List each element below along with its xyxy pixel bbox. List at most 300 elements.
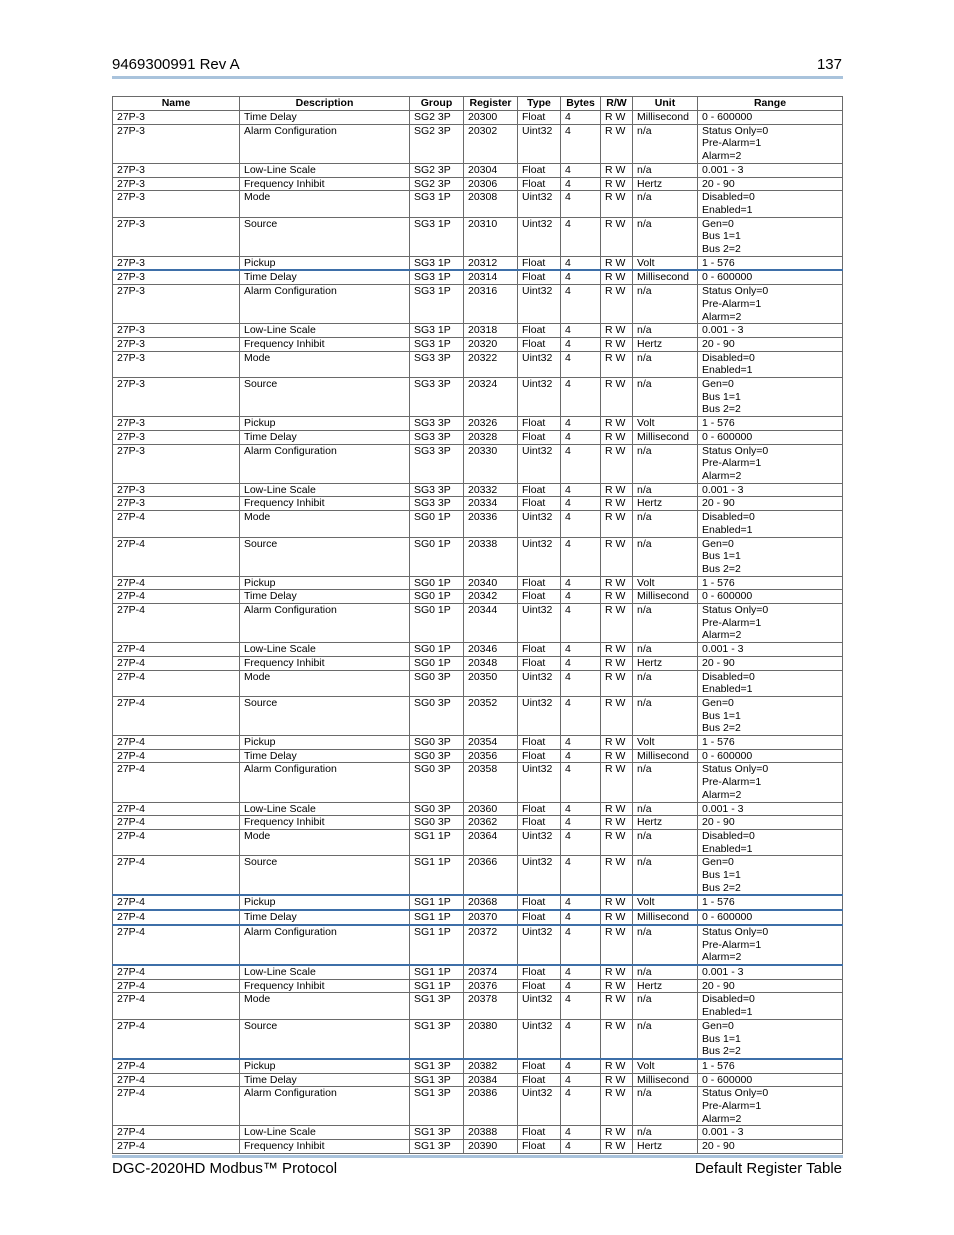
cell-group: SG0 1P — [410, 656, 464, 670]
cell-name: 27P-4 — [113, 965, 240, 979]
cell-bytes: 4 — [561, 802, 601, 816]
cell-group: SG3 3P — [410, 351, 464, 377]
cell-type: Float — [518, 417, 561, 431]
cell-unit: n/a — [633, 163, 698, 177]
range-line: Alarm=2 — [702, 469, 742, 482]
cell-unit: Volt — [633, 256, 698, 270]
cell-description: Pickup — [240, 1059, 410, 1073]
column-header-bytes: Bytes — [561, 97, 601, 111]
table-row — [113, 1059, 843, 1073]
range-line: Bus 1=1 — [702, 1032, 741, 1045]
cell-rw: R W — [601, 191, 633, 217]
cell-name: 27P-3 — [113, 444, 240, 483]
cell-range — [698, 979, 843, 993]
cell-rw: R W — [601, 965, 633, 979]
cell-rw: R W — [601, 643, 633, 657]
cell-type: Uint32 — [518, 1019, 561, 1059]
cell-unit: n/a — [633, 670, 698, 696]
range-line: Pre-Alarm=1 — [702, 1100, 762, 1113]
table-row — [113, 444, 843, 483]
cell-rw: R W — [601, 670, 633, 696]
cell-rw: R W — [601, 430, 633, 444]
cell-unit: Volt — [633, 1059, 698, 1073]
cell-description: Time Delay — [240, 910, 410, 925]
cell-name: 27P-4 — [113, 590, 240, 604]
cell-name: 27P-4 — [113, 696, 240, 735]
cell-register: 20320 — [464, 337, 518, 351]
range-line: Disabled=0 — [702, 191, 755, 204]
cell-rw: R W — [601, 497, 633, 511]
cell-unit: n/a — [633, 643, 698, 657]
cell-register: 20332 — [464, 483, 518, 497]
table-row — [113, 856, 843, 896]
cell-unit: n/a — [633, 696, 698, 735]
cell-bytes: 4 — [561, 177, 601, 191]
cell-description: Pickup — [240, 895, 410, 910]
table-row — [113, 829, 843, 855]
range-line: Status Only=0 — [702, 444, 769, 457]
cell-register: 20366 — [464, 856, 518, 896]
range-line: Pre-Alarm=1 — [702, 616, 762, 629]
cell-register: 20300 — [464, 111, 518, 125]
cell-description: Low-Line Scale — [240, 1126, 410, 1140]
cell-description: Mode — [240, 993, 410, 1019]
cell-description: Time Delay — [240, 590, 410, 604]
cell-register: 20336 — [464, 511, 518, 537]
range-line: Gen=0 — [702, 378, 734, 391]
cell-range — [698, 124, 843, 163]
cell-range — [698, 163, 843, 177]
cell-bytes: 4 — [561, 511, 601, 537]
cell-range — [698, 816, 843, 830]
cell-description: Alarm Configuration — [240, 1087, 410, 1126]
cell-name: 27P-3 — [113, 163, 240, 177]
footer-rule — [112, 1155, 843, 1158]
range-line: Bus 1=1 — [702, 869, 741, 882]
cell-bytes: 4 — [561, 590, 601, 604]
cell-description: Mode — [240, 511, 410, 537]
cell-register: 20350 — [464, 670, 518, 696]
cell-name: 27P-4 — [113, 511, 240, 537]
cell-type: Float — [518, 979, 561, 993]
cell-group: SG2 3P — [410, 111, 464, 125]
section-title: Default Register Table — [694, 1160, 842, 1177]
cell-name: 27P-4 — [113, 670, 240, 696]
cell-bytes: 4 — [561, 829, 601, 855]
cell-range — [698, 483, 843, 497]
cell-register: 20308 — [464, 191, 518, 217]
cell-range — [698, 511, 843, 537]
cell-register: 20352 — [464, 696, 518, 735]
cell-rw: R W — [601, 324, 633, 338]
range-line: Disabled=0 — [702, 670, 755, 683]
cell-type: Float — [518, 1126, 561, 1140]
cell-register: 20322 — [464, 351, 518, 377]
cell-bytes: 4 — [561, 324, 601, 338]
cell-name: 27P-3 — [113, 378, 240, 417]
range-line: Alarm=2 — [702, 150, 742, 163]
page-number: 137 — [816, 56, 842, 73]
cell-unit: Millisecond — [633, 430, 698, 444]
cell-group: SG0 1P — [410, 576, 464, 590]
cell-name: 27P-3 — [113, 324, 240, 338]
cell-register: 20314 — [464, 270, 518, 284]
range-line: 20 - 90 — [702, 656, 735, 669]
cell-rw: R W — [601, 444, 633, 483]
table-row — [113, 670, 843, 696]
cell-register: 20342 — [464, 590, 518, 604]
range-line: Gen=0 — [702, 537, 734, 550]
cell-name: 27P-3 — [113, 111, 240, 125]
cell-rw: R W — [601, 1019, 633, 1059]
cell-rw: R W — [601, 736, 633, 750]
cell-bytes: 4 — [561, 417, 601, 431]
cell-range — [698, 444, 843, 483]
cell-bytes: 4 — [561, 217, 601, 256]
range-line: Bus 2=2 — [702, 403, 741, 416]
cell-bytes: 4 — [561, 979, 601, 993]
cell-range — [698, 749, 843, 763]
cell-range — [698, 965, 843, 979]
cell-range — [698, 993, 843, 1019]
range-line: Status Only=0 — [702, 1087, 769, 1100]
cell-name: 27P-3 — [113, 191, 240, 217]
range-line: 20 - 90 — [702, 497, 735, 510]
range-line: Pre-Alarm=1 — [702, 297, 762, 310]
cell-description: Frequency Inhibit — [240, 497, 410, 511]
cell-description: Low-Line Scale — [240, 802, 410, 816]
cell-range — [698, 1059, 843, 1073]
range-line: Bus 2=2 — [702, 881, 741, 894]
cell-description: Mode — [240, 829, 410, 855]
range-line: Bus 1=1 — [702, 390, 741, 403]
range-line: Pre-Alarm=1 — [702, 776, 762, 789]
cell-rw: R W — [601, 417, 633, 431]
cell-name: 27P-4 — [113, 979, 240, 993]
cell-range — [698, 430, 843, 444]
cell-type: Uint32 — [518, 444, 561, 483]
cell-register: 20302 — [464, 124, 518, 163]
cell-type: Float — [518, 1073, 561, 1087]
cell-unit: n/a — [633, 378, 698, 417]
cell-unit: n/a — [633, 802, 698, 816]
cell-bytes: 4 — [561, 191, 601, 217]
cell-description: Source — [240, 378, 410, 417]
cell-unit: n/a — [633, 217, 698, 256]
cell-bytes: 4 — [561, 910, 601, 925]
cell-unit: Hertz — [633, 497, 698, 511]
range-line: 0.001 - 3 — [702, 966, 744, 978]
cell-bytes: 4 — [561, 1059, 601, 1073]
table-row — [113, 1019, 843, 1059]
cell-rw: R W — [601, 378, 633, 417]
cell-unit: n/a — [633, 604, 698, 643]
cell-group: SG3 3P — [410, 497, 464, 511]
cell-group: SG1 1P — [410, 895, 464, 910]
range-line: 20 - 90 — [702, 177, 735, 190]
cell-description: Time Delay — [240, 749, 410, 763]
cell-register: 20330 — [464, 444, 518, 483]
range-line: Bus 1=1 — [702, 230, 741, 243]
range-line: 20 - 90 — [702, 979, 735, 992]
table-row — [113, 696, 843, 735]
cell-unit: Hertz — [633, 656, 698, 670]
range-line: Bus 1=1 — [702, 550, 741, 563]
table-row — [113, 965, 843, 979]
table-row — [113, 656, 843, 670]
cell-bytes: 4 — [561, 444, 601, 483]
cell-range — [698, 604, 843, 643]
cell-bytes: 4 — [561, 643, 601, 657]
cell-unit: n/a — [633, 1019, 698, 1059]
table-row — [113, 1126, 843, 1140]
cell-rw: R W — [601, 1126, 633, 1140]
cell-description: Mode — [240, 670, 410, 696]
cell-group: SG3 1P — [410, 270, 464, 284]
table-row — [113, 537, 843, 576]
cell-register: 20382 — [464, 1059, 518, 1073]
cell-group: SG1 3P — [410, 1019, 464, 1059]
cell-range — [698, 1087, 843, 1126]
cell-bytes: 4 — [561, 1126, 601, 1140]
cell-name: 27P-3 — [113, 270, 240, 284]
cell-description: Pickup — [240, 256, 410, 270]
range-line: Status Only=0 — [702, 285, 769, 298]
cell-bytes: 4 — [561, 604, 601, 643]
cell-rw: R W — [601, 604, 633, 643]
cell-unit: Hertz — [633, 1140, 698, 1154]
cell-bytes: 4 — [561, 1019, 601, 1059]
cell-range — [698, 643, 843, 657]
cell-rw: R W — [601, 1059, 633, 1073]
column-header-group: Group — [410, 97, 464, 111]
cell-bytes: 4 — [561, 351, 601, 377]
cell-type: Uint32 — [518, 351, 561, 377]
cell-type: Uint32 — [518, 1087, 561, 1126]
cell-name: 27P-4 — [113, 1087, 240, 1126]
document-number: 9469300991 Rev A — [112, 56, 240, 73]
range-line: Gen=0 — [702, 217, 734, 230]
cell-group: SG0 1P — [410, 537, 464, 576]
cell-type: Uint32 — [518, 191, 561, 217]
cell-name: 27P-4 — [113, 1059, 240, 1073]
cell-unit: n/a — [633, 829, 698, 855]
cell-rw: R W — [601, 925, 633, 965]
cell-bytes: 4 — [561, 736, 601, 750]
cell-type: Float — [518, 497, 561, 511]
range-line: 0.001 - 3 — [702, 483, 744, 496]
cell-rw: R W — [601, 763, 633, 802]
cell-range — [698, 324, 843, 338]
cell-range — [698, 576, 843, 590]
cell-register: 20340 — [464, 576, 518, 590]
cell-rw: R W — [601, 1140, 633, 1154]
cell-group: SG0 3P — [410, 670, 464, 696]
cell-type: Float — [518, 324, 561, 338]
cell-type: Uint32 — [518, 285, 561, 324]
range-line: Enabled=1 — [702, 523, 753, 536]
cell-register: 20378 — [464, 993, 518, 1019]
cell-group: SG1 3P — [410, 1126, 464, 1140]
cell-range — [698, 378, 843, 417]
table-row — [113, 270, 843, 284]
cell-name: 27P-3 — [113, 217, 240, 256]
range-line: Enabled=1 — [702, 1006, 753, 1019]
cell-group: SG0 3P — [410, 763, 464, 802]
cell-type: Uint32 — [518, 511, 561, 537]
range-line: 20 - 90 — [702, 1140, 735, 1153]
range-line: 0 - 600000 — [702, 749, 753, 762]
cell-rw: R W — [601, 895, 633, 910]
table-row — [113, 256, 843, 270]
table-row — [113, 895, 843, 910]
range-line: Alarm=2 — [702, 1112, 742, 1125]
cell-description: Low-Line Scale — [240, 643, 410, 657]
cell-register: 20362 — [464, 816, 518, 830]
cell-bytes: 4 — [561, 378, 601, 417]
cell-range — [698, 497, 843, 511]
cell-unit: n/a — [633, 1087, 698, 1126]
cell-bytes: 4 — [561, 696, 601, 735]
cell-name: 27P-4 — [113, 1140, 240, 1154]
cell-type: Uint32 — [518, 696, 561, 735]
table-row — [113, 590, 843, 604]
cell-type: Float — [518, 749, 561, 763]
cell-bytes: 4 — [561, 430, 601, 444]
range-line: Enabled=1 — [702, 842, 753, 855]
column-header-unit: Unit — [633, 97, 698, 111]
cell-range — [698, 590, 843, 604]
cell-bytes: 4 — [561, 537, 601, 576]
header-rule — [112, 76, 843, 79]
range-line: 1 - 576 — [702, 576, 735, 589]
table-row — [113, 497, 843, 511]
cell-bytes: 4 — [561, 895, 601, 910]
cell-group: SG0 3P — [410, 736, 464, 750]
cell-unit: n/a — [633, 483, 698, 497]
cell-group: SG1 3P — [410, 1059, 464, 1073]
cell-bytes: 4 — [561, 337, 601, 351]
cell-unit: n/a — [633, 285, 698, 324]
cell-range — [698, 537, 843, 576]
cell-rw: R W — [601, 111, 633, 125]
cell-bytes: 4 — [561, 285, 601, 324]
range-line: 0 - 600000 — [702, 430, 753, 443]
cell-unit: Hertz — [633, 337, 698, 351]
cell-type: Uint32 — [518, 670, 561, 696]
cell-name: 27P-4 — [113, 993, 240, 1019]
table-row — [113, 576, 843, 590]
cell-name: 27P-4 — [113, 1126, 240, 1140]
range-line: 0 - 600000 — [702, 1073, 753, 1086]
table-row — [113, 763, 843, 802]
cell-type: Float — [518, 895, 561, 910]
range-line: Alarm=2 — [702, 788, 742, 801]
cell-group: SG2 3P — [410, 177, 464, 191]
cell-range — [698, 191, 843, 217]
cell-name: 27P-3 — [113, 337, 240, 351]
cell-group: SG3 3P — [410, 483, 464, 497]
cell-register: 20318 — [464, 324, 518, 338]
range-line: 0.001 - 3 — [702, 324, 744, 337]
cell-rw: R W — [601, 696, 633, 735]
cell-unit: n/a — [633, 965, 698, 979]
cell-unit: Millisecond — [633, 749, 698, 763]
table-row — [113, 324, 843, 338]
cell-range — [698, 1140, 843, 1154]
cell-unit: n/a — [633, 511, 698, 537]
range-line: Bus 2=2 — [702, 562, 741, 575]
cell-name: 27P-3 — [113, 430, 240, 444]
cell-description: Time Delay — [240, 270, 410, 284]
cell-group: SG0 3P — [410, 749, 464, 763]
cell-unit: Volt — [633, 895, 698, 910]
range-line: Gen=0 — [702, 1019, 734, 1032]
cell-name: 27P-4 — [113, 802, 240, 816]
table-row — [113, 643, 843, 657]
cell-name: 27P-4 — [113, 736, 240, 750]
cell-range — [698, 856, 843, 896]
cell-rw: R W — [601, 910, 633, 925]
cell-type: Uint32 — [518, 829, 561, 855]
cell-bytes: 4 — [561, 993, 601, 1019]
cell-group: SG1 3P — [410, 1087, 464, 1126]
range-line: 1 - 576 — [702, 1059, 735, 1072]
cell-name: 27P-4 — [113, 576, 240, 590]
cell-type: Uint32 — [518, 378, 561, 417]
cell-rw: R W — [601, 483, 633, 497]
cell-rw: R W — [601, 1073, 633, 1087]
cell-bytes: 4 — [561, 816, 601, 830]
cell-range — [698, 270, 843, 284]
cell-type: Float — [518, 270, 561, 284]
cell-range — [698, 656, 843, 670]
table-row — [113, 910, 843, 925]
range-line: Bus 2=2 — [702, 722, 741, 735]
cell-unit: Volt — [633, 417, 698, 431]
cell-description: Time Delay — [240, 111, 410, 125]
cell-type: Uint32 — [518, 993, 561, 1019]
cell-name: 27P-3 — [113, 177, 240, 191]
cell-bytes: 4 — [561, 763, 601, 802]
cell-rw: R W — [601, 856, 633, 896]
cell-type: Float — [518, 802, 561, 816]
table-row — [113, 217, 843, 256]
cell-range — [698, 111, 843, 125]
cell-unit: Millisecond — [633, 111, 698, 125]
cell-bytes: 4 — [561, 925, 601, 965]
range-line: 20 - 90 — [702, 816, 735, 829]
table-row — [113, 337, 843, 351]
table-row — [113, 351, 843, 377]
cell-unit: Volt — [633, 736, 698, 750]
cell-type: Uint32 — [518, 537, 561, 576]
cell-register: 20354 — [464, 736, 518, 750]
cell-type: Float — [518, 483, 561, 497]
cell-rw: R W — [601, 802, 633, 816]
table-row — [113, 378, 843, 417]
cell-description: Low-Line Scale — [240, 483, 410, 497]
cell-type: Float — [518, 1140, 561, 1154]
cell-register: 20370 — [464, 910, 518, 925]
range-line: Disabled=0 — [702, 511, 755, 524]
cell-name: 27P-3 — [113, 351, 240, 377]
cell-rw: R W — [601, 829, 633, 855]
cell-group: SG3 1P — [410, 217, 464, 256]
cell-bytes: 4 — [561, 270, 601, 284]
cell-unit: n/a — [633, 763, 698, 802]
cell-name: 27P-3 — [113, 124, 240, 163]
